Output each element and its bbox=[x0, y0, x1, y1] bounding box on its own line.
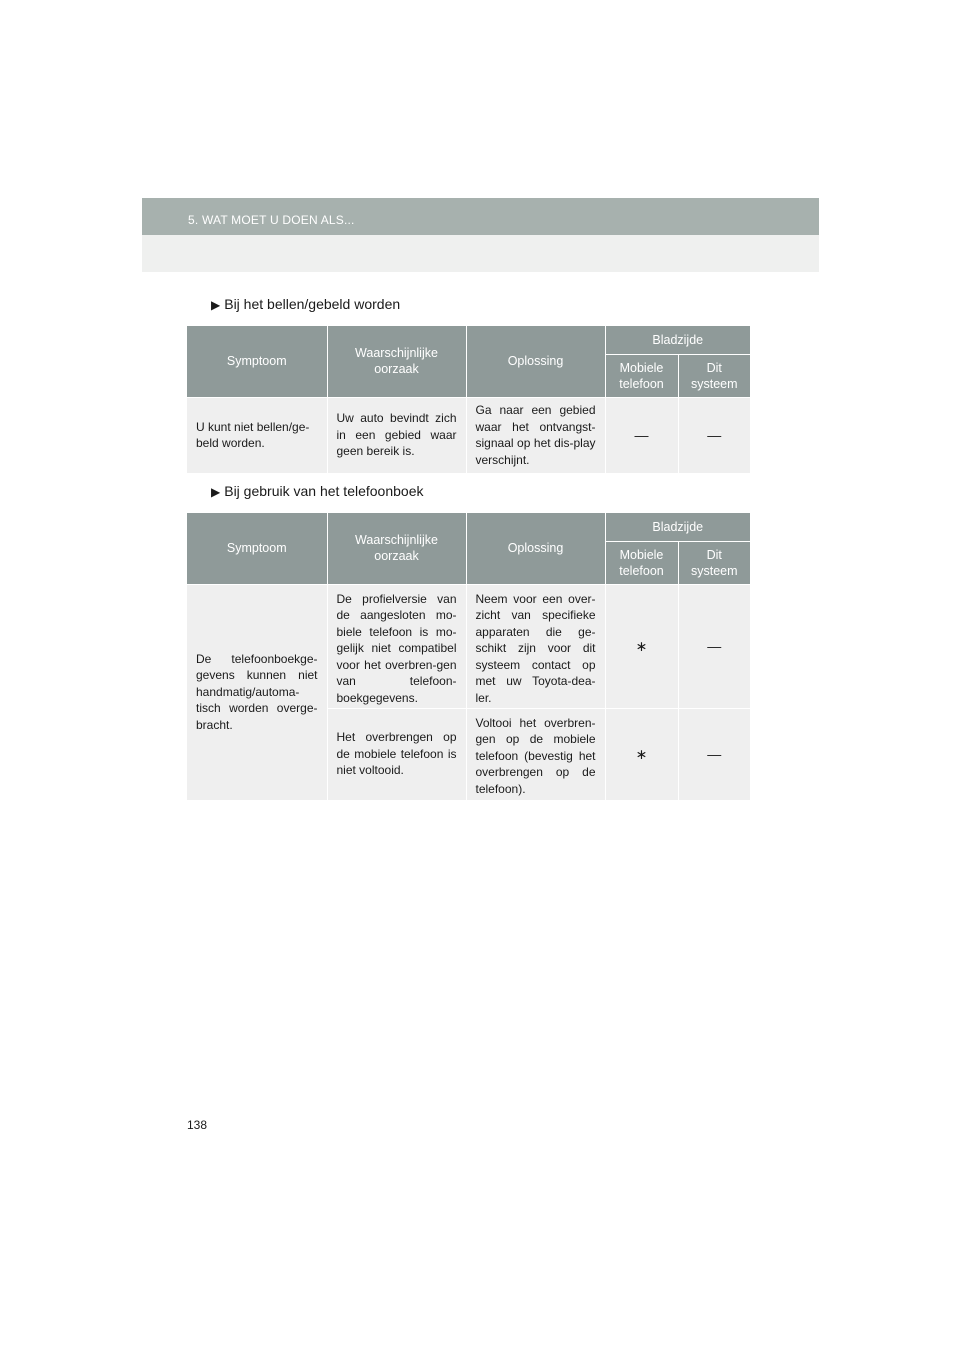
table-row bbox=[187, 397, 750, 473]
header-dit-systeem: Dit systeem bbox=[678, 541, 750, 584]
section-heading-phonebook bbox=[211, 483, 423, 499]
header-dit-systeem: Dit systeem bbox=[678, 354, 750, 397]
section-heading-calling bbox=[211, 296, 400, 312]
header-oorzaak: Waarschijnlijke oorzaak bbox=[327, 513, 466, 584]
cell-symptoom: U kunt niet bellen/ge-beld worden. bbox=[187, 397, 327, 473]
header-oplossing: Oplossing bbox=[466, 326, 605, 397]
cell-oorzaak: De profielversie van de aangesloten mo-biele telefoon is mo-gelijk niet compatibel voor het overbren-gen van telefoon-boekgegevens. bbox=[327, 584, 466, 708]
triangle-right-icon: ▶ bbox=[211, 298, 221, 312]
table-row bbox=[187, 584, 750, 708]
section-heading-text: Bij het bellen/gebeld worden bbox=[224, 296, 401, 312]
cell-systeem: — bbox=[678, 584, 750, 708]
chapter-title: 5. WAT MOET U DOEN ALS... bbox=[188, 213, 355, 227]
cell-mobiele: ∗ bbox=[605, 584, 678, 708]
header-symptoom: Symptoom bbox=[187, 326, 327, 397]
table-header-row bbox=[187, 513, 750, 541]
calling-table bbox=[187, 326, 750, 474]
page-number: 138 bbox=[187, 1118, 208, 1132]
cell-oorzaak: Uw auto bevindt zich in een gebied waar geen bereik is. bbox=[327, 397, 466, 473]
chapter-header-subbar bbox=[142, 235, 819, 272]
cell-oplossing: Ga naar een gebied waar het ontvangst-signaal op het dis-play verschijnt. bbox=[466, 397, 605, 473]
phonebook-table bbox=[187, 513, 750, 801]
cell-mobiele: — bbox=[605, 397, 678, 473]
header-mobiele-telefoon: Mobiele telefoon bbox=[605, 541, 678, 584]
chapter-header-bar bbox=[142, 198, 819, 235]
header-oorzaak: Waarschijnlijke oorzaak bbox=[327, 326, 466, 397]
cell-systeem: — bbox=[678, 397, 750, 473]
cell-oorzaak: Het overbrengen op de mobiele telefoon is niet voltooid. bbox=[327, 708, 466, 800]
header-symptoom: Symptoom bbox=[187, 513, 327, 584]
triangle-right-icon: ▶ bbox=[211, 485, 221, 499]
header-bladzijde: Bladzijde bbox=[605, 326, 750, 354]
header-oplossing: Oplossing bbox=[466, 513, 605, 584]
cell-systeem: — bbox=[678, 708, 750, 800]
header-bladzijde: Bladzijde bbox=[605, 513, 750, 541]
table-header-row bbox=[187, 326, 750, 354]
cell-oplossing: Neem voor een over-zicht van specifieke apparaten die ge-schikt zijn voor dit systeem contact op met uw Toyota-dea-ler. bbox=[466, 584, 605, 708]
cell-symptoom: De telefoonboekge-gevens kunnen niet handmatig/automa-tisch worden overge-bracht. bbox=[187, 584, 327, 800]
section-heading-text: Bij gebruik van het telefoonboek bbox=[224, 483, 424, 499]
cell-mobiele: ∗ bbox=[605, 708, 678, 800]
cell-oplossing: Voltooi het overbren-gen op de mobiele telefoon (bevestig het overbrengen op de telefoon). bbox=[466, 708, 605, 800]
header-mobiele-telefoon: Mobiele telefoon bbox=[605, 354, 678, 397]
